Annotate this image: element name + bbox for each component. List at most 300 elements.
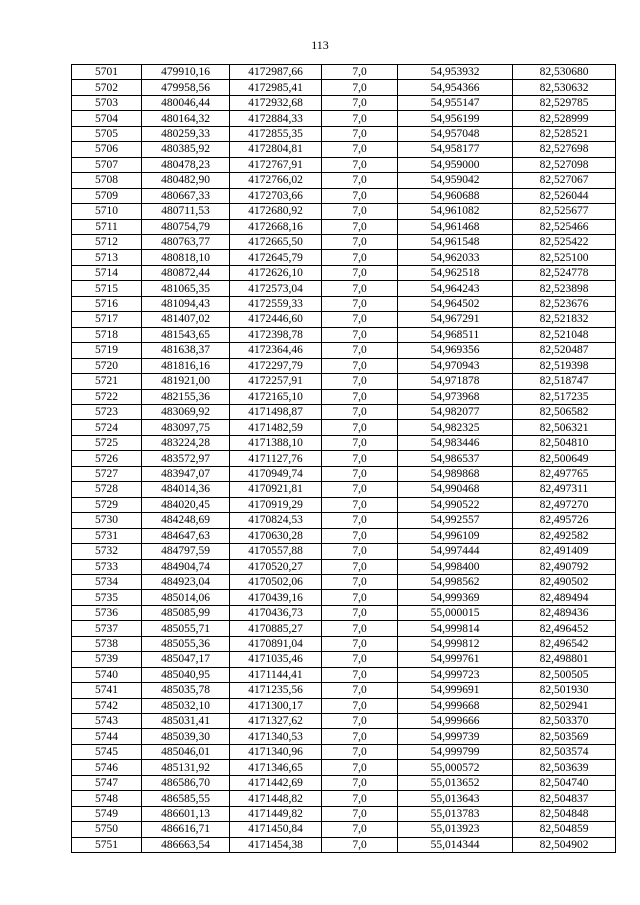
longitude-cell: 82,504837 xyxy=(513,791,616,806)
x-coordinate-cell: 484014,36 xyxy=(142,482,230,497)
x-coordinate-cell: 485031,41 xyxy=(142,714,230,729)
y-coordinate-cell: 4170824,53 xyxy=(230,513,322,528)
longitude-cell: 82,497765 xyxy=(513,466,616,481)
longitude-cell: 82,496542 xyxy=(513,636,616,651)
point-number-cell: 5718 xyxy=(72,327,142,342)
value-cell: 7,0 xyxy=(322,435,398,450)
latitude-cell: 54,960688 xyxy=(398,188,513,203)
x-coordinate-cell: 480478,23 xyxy=(142,157,230,172)
latitude-cell: 54,957048 xyxy=(398,126,513,141)
y-coordinate-cell: 4171346,65 xyxy=(230,760,322,775)
longitude-cell: 82,525677 xyxy=(513,204,616,219)
y-coordinate-cell: 4172573,04 xyxy=(230,281,322,296)
y-coordinate-cell: 4170891,04 xyxy=(230,636,322,651)
longitude-cell: 82,504740 xyxy=(513,775,616,790)
longitude-cell: 82,504859 xyxy=(513,822,616,837)
latitude-cell: 54,962033 xyxy=(398,250,513,265)
value-cell: 7,0 xyxy=(322,698,398,713)
longitude-cell: 82,489436 xyxy=(513,605,616,620)
value-cell: 7,0 xyxy=(322,420,398,435)
latitude-cell: 54,970943 xyxy=(398,358,513,373)
longitude-cell: 82,503569 xyxy=(513,729,616,744)
x-coordinate-cell: 485014,06 xyxy=(142,590,230,605)
value-cell: 7,0 xyxy=(322,234,398,249)
point-number-cell: 5713 xyxy=(72,250,142,265)
point-number-cell: 5730 xyxy=(72,513,142,528)
longitude-cell: 82,521832 xyxy=(513,312,616,327)
point-number-cell: 5705 xyxy=(72,126,142,141)
longitude-cell: 82,523676 xyxy=(513,296,616,311)
table-row xyxy=(72,698,616,713)
latitude-cell: 54,999799 xyxy=(398,744,513,759)
point-number-cell: 5702 xyxy=(72,80,142,95)
x-coordinate-cell: 484020,45 xyxy=(142,497,230,512)
longitude-cell: 82,503370 xyxy=(513,714,616,729)
point-number-cell: 5720 xyxy=(72,358,142,373)
latitude-cell: 54,956199 xyxy=(398,111,513,126)
y-coordinate-cell: 4171035,46 xyxy=(230,652,322,667)
y-coordinate-cell: 4171449,82 xyxy=(230,806,322,821)
value-cell: 7,0 xyxy=(322,683,398,698)
y-coordinate-cell: 4172680,92 xyxy=(230,204,322,219)
table-row xyxy=(72,605,616,620)
value-cell: 7,0 xyxy=(322,142,398,157)
latitude-cell: 54,964502 xyxy=(398,296,513,311)
value-cell: 7,0 xyxy=(322,126,398,141)
latitude-cell: 55,013652 xyxy=(398,775,513,790)
longitude-cell: 82,492582 xyxy=(513,528,616,543)
table-row xyxy=(72,111,616,126)
y-coordinate-cell: 4171388,10 xyxy=(230,435,322,450)
table-row xyxy=(72,559,616,574)
x-coordinate-cell: 480711,53 xyxy=(142,204,230,219)
table-row xyxy=(72,250,616,265)
longitude-cell: 82,497311 xyxy=(513,482,616,497)
point-number-cell: 5739 xyxy=(72,652,142,667)
table-row xyxy=(72,590,616,605)
table-row xyxy=(72,281,616,296)
table-row xyxy=(72,374,616,389)
latitude-cell: 54,997444 xyxy=(398,544,513,559)
point-number-cell: 5706 xyxy=(72,142,142,157)
longitude-cell: 82,528521 xyxy=(513,126,616,141)
latitude-cell: 54,982325 xyxy=(398,420,513,435)
value-cell: 7,0 xyxy=(322,837,398,852)
y-coordinate-cell: 4170949,74 xyxy=(230,466,322,481)
longitude-cell: 82,491409 xyxy=(513,544,616,559)
y-coordinate-cell: 4172665,50 xyxy=(230,234,322,249)
x-coordinate-cell: 480818,10 xyxy=(142,250,230,265)
table-row xyxy=(72,312,616,327)
value-cell: 7,0 xyxy=(322,466,398,481)
table-row xyxy=(72,806,616,821)
x-coordinate-cell: 480259,33 xyxy=(142,126,230,141)
latitude-cell: 54,955147 xyxy=(398,95,513,110)
value-cell: 7,0 xyxy=(322,714,398,729)
table-row xyxy=(72,435,616,450)
point-number-cell: 5729 xyxy=(72,497,142,512)
latitude-cell: 55,013643 xyxy=(398,791,513,806)
x-coordinate-cell: 480482,90 xyxy=(142,173,230,188)
table-row xyxy=(72,822,616,837)
x-coordinate-cell: 481816,16 xyxy=(142,358,230,373)
longitude-cell: 82,496452 xyxy=(513,621,616,636)
latitude-cell: 55,000015 xyxy=(398,605,513,620)
table-row xyxy=(72,126,616,141)
point-number-cell: 5712 xyxy=(72,234,142,249)
y-coordinate-cell: 4172446,60 xyxy=(230,312,322,327)
latitude-cell: 54,959042 xyxy=(398,173,513,188)
y-coordinate-cell: 4172364,46 xyxy=(230,343,322,358)
y-coordinate-cell: 4172297,79 xyxy=(230,358,322,373)
table-row xyxy=(72,652,616,667)
latitude-cell: 54,989868 xyxy=(398,466,513,481)
page-number: 113 xyxy=(311,38,329,52)
value-cell: 7,0 xyxy=(322,497,398,512)
latitude-cell: 54,999761 xyxy=(398,652,513,667)
value-cell: 7,0 xyxy=(322,358,398,373)
value-cell: 7,0 xyxy=(322,219,398,234)
table-row xyxy=(72,296,616,311)
latitude-cell: 54,958177 xyxy=(398,142,513,157)
y-coordinate-cell: 4172668,16 xyxy=(230,219,322,234)
table-row xyxy=(72,544,616,559)
point-number-cell: 5737 xyxy=(72,621,142,636)
latitude-cell: 55,014344 xyxy=(398,837,513,852)
table-row xyxy=(72,188,616,203)
x-coordinate-cell: 484923,04 xyxy=(142,574,230,589)
table-row xyxy=(72,173,616,188)
point-number-cell: 5734 xyxy=(72,574,142,589)
longitude-cell: 82,497270 xyxy=(513,497,616,512)
table-row xyxy=(72,65,616,80)
x-coordinate-cell: 482155,36 xyxy=(142,389,230,404)
y-coordinate-cell: 4170502,06 xyxy=(230,574,322,589)
value-cell: 7,0 xyxy=(322,667,398,682)
point-number-cell: 5717 xyxy=(72,312,142,327)
latitude-cell: 54,953932 xyxy=(398,65,513,80)
point-number-cell: 5744 xyxy=(72,729,142,744)
longitude-cell: 82,498801 xyxy=(513,652,616,667)
value-cell: 7,0 xyxy=(322,173,398,188)
coordinates-table xyxy=(71,64,616,853)
y-coordinate-cell: 4171300,17 xyxy=(230,698,322,713)
latitude-cell: 54,983446 xyxy=(398,435,513,450)
longitude-cell: 82,524778 xyxy=(513,265,616,280)
point-number-cell: 5747 xyxy=(72,775,142,790)
longitude-cell: 82,521048 xyxy=(513,327,616,342)
y-coordinate-cell: 4171448,82 xyxy=(230,791,322,806)
x-coordinate-cell: 485040,95 xyxy=(142,667,230,682)
value-cell: 7,0 xyxy=(322,451,398,466)
x-coordinate-cell: 483572,97 xyxy=(142,451,230,466)
latitude-cell: 54,990468 xyxy=(398,482,513,497)
y-coordinate-cell: 4171340,53 xyxy=(230,729,322,744)
point-number-cell: 5703 xyxy=(72,95,142,110)
x-coordinate-cell: 480763,77 xyxy=(142,234,230,249)
value-cell: 7,0 xyxy=(322,374,398,389)
y-coordinate-cell: 4172645,79 xyxy=(230,250,322,265)
y-coordinate-cell: 4171144,41 xyxy=(230,667,322,682)
table-row xyxy=(72,513,616,528)
value-cell: 7,0 xyxy=(322,404,398,419)
y-coordinate-cell: 4171454,38 xyxy=(230,837,322,852)
latitude-cell: 54,990522 xyxy=(398,497,513,512)
longitude-cell: 82,530632 xyxy=(513,80,616,95)
y-coordinate-cell: 4170436,73 xyxy=(230,605,322,620)
longitude-cell: 82,489494 xyxy=(513,590,616,605)
value-cell: 7,0 xyxy=(322,806,398,821)
longitude-cell: 82,520487 xyxy=(513,343,616,358)
table-row xyxy=(72,528,616,543)
table-row xyxy=(72,482,616,497)
y-coordinate-cell: 4172932,68 xyxy=(230,95,322,110)
latitude-cell: 54,996109 xyxy=(398,528,513,543)
point-number-cell: 5709 xyxy=(72,188,142,203)
table-row xyxy=(72,451,616,466)
point-number-cell: 5736 xyxy=(72,605,142,620)
longitude-cell: 82,529785 xyxy=(513,95,616,110)
value-cell: 7,0 xyxy=(322,544,398,559)
latitude-cell: 54,961548 xyxy=(398,234,513,249)
point-number-cell: 5741 xyxy=(72,683,142,698)
point-number-cell: 5708 xyxy=(72,173,142,188)
value-cell: 7,0 xyxy=(322,652,398,667)
table-row xyxy=(72,837,616,852)
y-coordinate-cell: 4170921,81 xyxy=(230,482,322,497)
x-coordinate-cell: 485046,01 xyxy=(142,744,230,759)
value-cell: 7,0 xyxy=(322,65,398,80)
x-coordinate-cell: 479958,56 xyxy=(142,80,230,95)
point-number-cell: 5743 xyxy=(72,714,142,729)
x-coordinate-cell: 484647,63 xyxy=(142,528,230,543)
latitude-cell: 55,013923 xyxy=(398,822,513,837)
latitude-cell: 54,999666 xyxy=(398,714,513,729)
longitude-cell: 82,490502 xyxy=(513,574,616,589)
y-coordinate-cell: 4172767,91 xyxy=(230,157,322,172)
table-row xyxy=(72,204,616,219)
longitude-cell: 82,527098 xyxy=(513,157,616,172)
value-cell: 7,0 xyxy=(322,265,398,280)
value-cell: 7,0 xyxy=(322,513,398,528)
latitude-cell: 55,000572 xyxy=(398,760,513,775)
longitude-cell: 82,523898 xyxy=(513,281,616,296)
x-coordinate-cell: 486585,55 xyxy=(142,791,230,806)
longitude-cell: 82,526044 xyxy=(513,188,616,203)
point-number-cell: 5726 xyxy=(72,451,142,466)
y-coordinate-cell: 4172398,78 xyxy=(230,327,322,342)
longitude-cell: 82,506582 xyxy=(513,404,616,419)
y-coordinate-cell: 4172703,66 xyxy=(230,188,322,203)
latitude-cell: 54,968511 xyxy=(398,327,513,342)
table-row xyxy=(72,744,616,759)
latitude-cell: 54,961082 xyxy=(398,204,513,219)
point-number-cell: 5716 xyxy=(72,296,142,311)
point-number-cell: 5750 xyxy=(72,822,142,837)
point-number-cell: 5714 xyxy=(72,265,142,280)
x-coordinate-cell: 485131,92 xyxy=(142,760,230,775)
value-cell: 7,0 xyxy=(322,775,398,790)
longitude-cell: 82,501930 xyxy=(513,683,616,698)
latitude-cell: 54,999739 xyxy=(398,729,513,744)
y-coordinate-cell: 4170520,27 xyxy=(230,559,322,574)
value-cell: 7,0 xyxy=(322,157,398,172)
longitude-cell: 82,518747 xyxy=(513,374,616,389)
point-number-cell: 5701 xyxy=(72,65,142,80)
value-cell: 7,0 xyxy=(322,343,398,358)
value-cell: 7,0 xyxy=(322,111,398,126)
longitude-cell: 82,504848 xyxy=(513,806,616,821)
x-coordinate-cell: 483097,75 xyxy=(142,420,230,435)
table-row xyxy=(72,265,616,280)
y-coordinate-cell: 4171450,84 xyxy=(230,822,322,837)
value-cell: 7,0 xyxy=(322,791,398,806)
y-coordinate-cell: 4171498,87 xyxy=(230,404,322,419)
table-row xyxy=(72,420,616,435)
longitude-cell: 82,525422 xyxy=(513,234,616,249)
table-row xyxy=(72,219,616,234)
y-coordinate-cell: 4170557,88 xyxy=(230,544,322,559)
table-row xyxy=(72,775,616,790)
table-row xyxy=(72,667,616,682)
point-number-cell: 5748 xyxy=(72,791,142,806)
point-number-cell: 5722 xyxy=(72,389,142,404)
latitude-cell: 54,999691 xyxy=(398,683,513,698)
y-coordinate-cell: 4170885,27 xyxy=(230,621,322,636)
latitude-cell: 54,999814 xyxy=(398,621,513,636)
value-cell: 7,0 xyxy=(322,204,398,219)
y-coordinate-cell: 4172626,10 xyxy=(230,265,322,280)
y-coordinate-cell: 4170439,16 xyxy=(230,590,322,605)
longitude-cell: 82,527067 xyxy=(513,173,616,188)
y-coordinate-cell: 4172559,33 xyxy=(230,296,322,311)
longitude-cell: 82,528999 xyxy=(513,111,616,126)
table-row xyxy=(72,714,616,729)
point-number-cell: 5745 xyxy=(72,744,142,759)
x-coordinate-cell: 485055,36 xyxy=(142,636,230,651)
x-coordinate-cell: 480754,79 xyxy=(142,219,230,234)
longitude-cell: 82,500649 xyxy=(513,451,616,466)
value-cell: 7,0 xyxy=(322,574,398,589)
x-coordinate-cell: 484797,59 xyxy=(142,544,230,559)
longitude-cell: 82,504810 xyxy=(513,435,616,450)
point-number-cell: 5738 xyxy=(72,636,142,651)
value-cell: 7,0 xyxy=(322,744,398,759)
longitude-cell: 82,503574 xyxy=(513,744,616,759)
value-cell: 7,0 xyxy=(322,559,398,574)
x-coordinate-cell: 480164,32 xyxy=(142,111,230,126)
x-coordinate-cell: 485035,78 xyxy=(142,683,230,698)
latitude-cell: 54,973968 xyxy=(398,389,513,404)
table-row xyxy=(72,683,616,698)
latitude-cell: 54,961468 xyxy=(398,219,513,234)
longitude-cell: 82,506321 xyxy=(513,420,616,435)
table-row xyxy=(72,327,616,342)
y-coordinate-cell: 4172257,91 xyxy=(230,374,322,389)
value-cell: 7,0 xyxy=(322,528,398,543)
longitude-cell: 82,519398 xyxy=(513,358,616,373)
y-coordinate-cell: 4172987,66 xyxy=(230,65,322,80)
point-number-cell: 5728 xyxy=(72,482,142,497)
point-number-cell: 5723 xyxy=(72,404,142,419)
y-coordinate-cell: 4171127,76 xyxy=(230,451,322,466)
value-cell: 7,0 xyxy=(322,188,398,203)
y-coordinate-cell: 4171235,56 xyxy=(230,683,322,698)
point-number-cell: 5731 xyxy=(72,528,142,543)
longitude-cell: 82,527698 xyxy=(513,142,616,157)
x-coordinate-cell: 486586,70 xyxy=(142,775,230,790)
y-coordinate-cell: 4172855,35 xyxy=(230,126,322,141)
x-coordinate-cell: 485055,71 xyxy=(142,621,230,636)
table-row xyxy=(72,404,616,419)
longitude-cell: 82,500505 xyxy=(513,667,616,682)
x-coordinate-cell: 484904,74 xyxy=(142,559,230,574)
table-row xyxy=(72,157,616,172)
value-cell: 7,0 xyxy=(322,389,398,404)
longitude-cell: 82,525466 xyxy=(513,219,616,234)
latitude-cell: 54,999723 xyxy=(398,667,513,682)
value-cell: 7,0 xyxy=(322,482,398,497)
table-row xyxy=(72,466,616,481)
value-cell: 7,0 xyxy=(322,760,398,775)
point-number-cell: 5749 xyxy=(72,806,142,821)
y-coordinate-cell: 4170630,28 xyxy=(230,528,322,543)
latitude-cell: 54,998400 xyxy=(398,559,513,574)
y-coordinate-cell: 4172985,41 xyxy=(230,80,322,95)
point-number-cell: 5727 xyxy=(72,466,142,481)
x-coordinate-cell: 480667,33 xyxy=(142,188,230,203)
y-coordinate-cell: 4172884,33 xyxy=(230,111,322,126)
table-row xyxy=(72,234,616,249)
table-row xyxy=(72,343,616,358)
x-coordinate-cell: 481543,65 xyxy=(142,327,230,342)
x-coordinate-cell: 481065,35 xyxy=(142,281,230,296)
table-row xyxy=(72,358,616,373)
x-coordinate-cell: 485085,99 xyxy=(142,605,230,620)
table-row xyxy=(72,389,616,404)
point-number-cell: 5751 xyxy=(72,837,142,852)
longitude-cell: 82,530680 xyxy=(513,65,616,80)
value-cell: 7,0 xyxy=(322,281,398,296)
table-row xyxy=(72,729,616,744)
longitude-cell: 82,490792 xyxy=(513,559,616,574)
latitude-cell: 54,962518 xyxy=(398,265,513,280)
table-row xyxy=(72,497,616,512)
x-coordinate-cell: 481094,43 xyxy=(142,296,230,311)
table-row xyxy=(72,636,616,651)
latitude-cell: 54,964243 xyxy=(398,281,513,296)
table-row xyxy=(72,95,616,110)
y-coordinate-cell: 4172165,10 xyxy=(230,389,322,404)
coordinates-table-body xyxy=(72,65,616,853)
x-coordinate-cell: 483224,28 xyxy=(142,435,230,450)
value-cell: 7,0 xyxy=(322,822,398,837)
value-cell: 7,0 xyxy=(322,729,398,744)
value-cell: 7,0 xyxy=(322,80,398,95)
value-cell: 7,0 xyxy=(322,250,398,265)
x-coordinate-cell: 483947,07 xyxy=(142,466,230,481)
x-coordinate-cell: 481407,02 xyxy=(142,312,230,327)
latitude-cell: 54,986537 xyxy=(398,451,513,466)
table-row xyxy=(72,80,616,95)
point-number-cell: 5725 xyxy=(72,435,142,450)
point-number-cell: 5704 xyxy=(72,111,142,126)
latitude-cell: 54,971878 xyxy=(398,374,513,389)
longitude-cell: 82,495726 xyxy=(513,513,616,528)
y-coordinate-cell: 4171442,69 xyxy=(230,775,322,790)
point-number-cell: 5724 xyxy=(72,420,142,435)
longitude-cell: 82,503639 xyxy=(513,760,616,775)
